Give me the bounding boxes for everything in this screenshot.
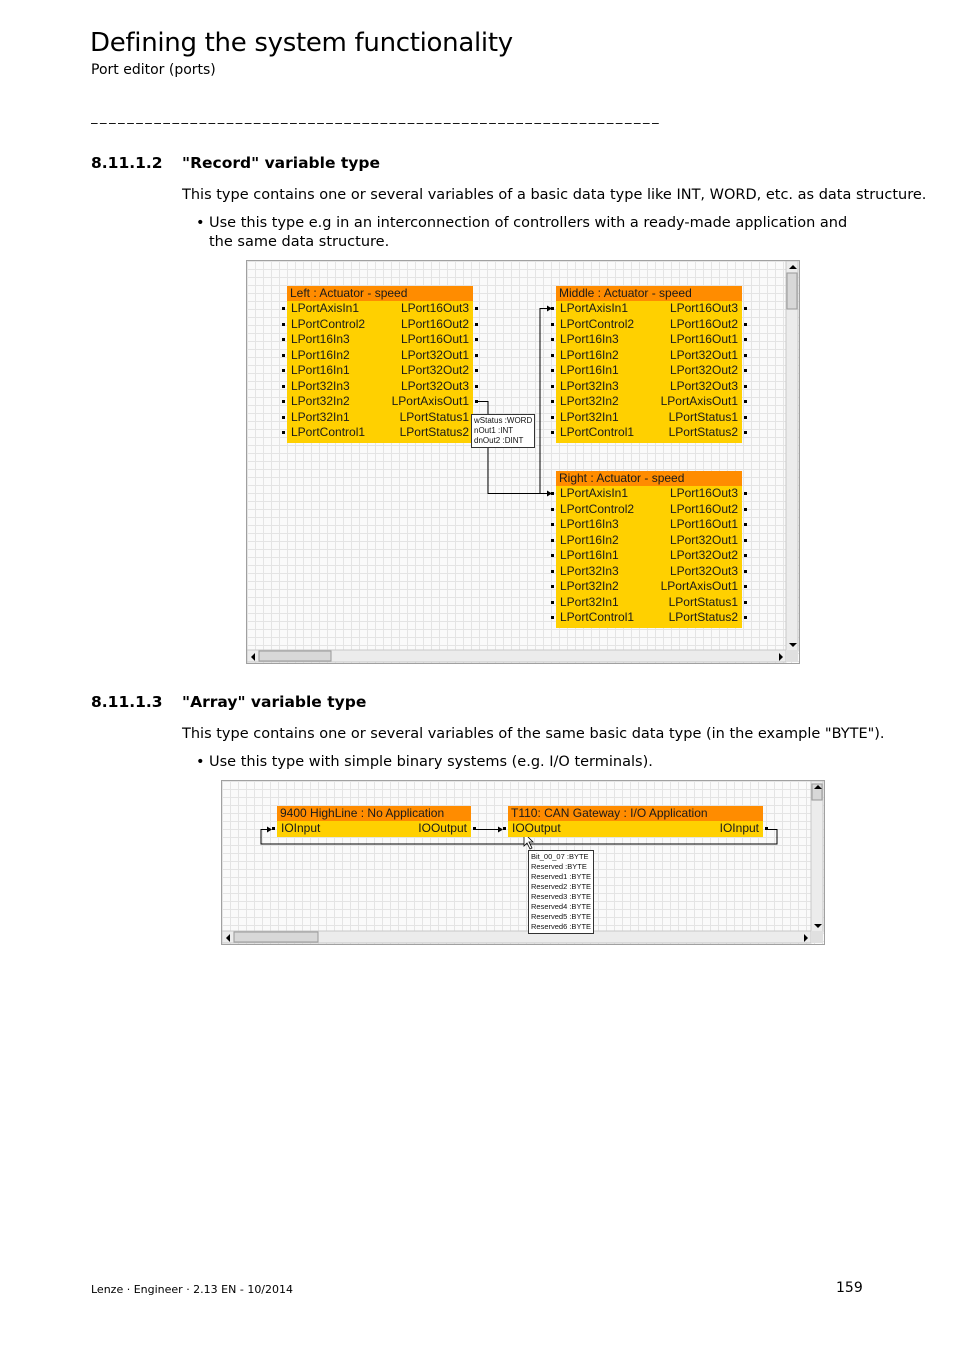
input-pin: [551, 369, 554, 372]
input-port-label: LPort32In3: [560, 563, 619, 578]
output-port-label: LPort32Out2: [400, 363, 469, 377]
output-port-label: LPort16Out2: [669, 501, 738, 516]
output-port-label: LPort16Out3: [669, 486, 738, 500]
input-pin: [551, 416, 554, 419]
input-pin: [282, 400, 285, 403]
input-port-label: LPort16In1: [291, 363, 350, 377]
connection-line: [540, 309, 551, 494]
right-port-label: IOInput: [719, 821, 759, 835]
output-pin: [744, 570, 747, 573]
output-pin: [475, 400, 478, 403]
output-port-label: LPort32Out3: [669, 563, 738, 578]
output-pin: [473, 827, 476, 830]
input-pin: [551, 323, 554, 326]
input-port-label: LPortControl2: [291, 316, 366, 331]
output-pin: [744, 354, 747, 357]
input-port-label: LPortControl1: [560, 425, 635, 439]
input-port-label: LPort16In3: [291, 332, 350, 346]
section-title: "Record" variable type: [182, 154, 380, 172]
scrollbar-corner: [811, 931, 823, 943]
input-pin: [503, 827, 506, 830]
block-title: 9400 HighLine : No Application: [277, 806, 471, 821]
footer-doc-info: Lenze · Engineer · 2.13 EN - 10/2014: [91, 1283, 294, 1296]
output-port-label: LPort16Out2: [400, 316, 469, 331]
left-port-label: IOOutput: [512, 821, 561, 835]
output-pin: [744, 554, 747, 557]
section-heading-record: [91, 154, 491, 174]
input-port-label: LPort32In1: [560, 409, 619, 424]
input-port-label: LPort32In2: [291, 394, 350, 408]
input-port-label: LPort32In2: [560, 394, 619, 408]
output-pin: [475, 323, 478, 326]
output-pin: [744, 523, 747, 526]
tooltip-line: Reserved5 :BYTE: [531, 912, 592, 921]
tooltip-line: Reserved6 :BYTE: [531, 922, 592, 931]
output-port-label: LPortAxisOut1: [391, 394, 469, 408]
array-figure: [221, 780, 825, 945]
output-pin: [744, 323, 747, 326]
output-port-label: LPort16Out3: [400, 301, 469, 315]
output-pin: [744, 385, 747, 388]
page-number: 159: [836, 1280, 863, 1296]
input-pin: [551, 338, 554, 341]
function-block: [277, 806, 471, 837]
input-pin: [282, 431, 285, 434]
output-port-label: LPort32Out2: [669, 548, 738, 562]
input-pin: [551, 431, 554, 434]
output-pin: [744, 416, 747, 419]
page-subtitle: Port editor (ports): [91, 62, 216, 78]
array-bullet-item: [196, 753, 859, 772]
output-port-label: LPort16Out2: [669, 316, 738, 331]
input-pin: [551, 523, 554, 526]
input-port-label: LPortControl1: [291, 425, 366, 439]
input-pin: [551, 307, 554, 310]
output-pin: [744, 369, 747, 372]
tooltip-line: dnOut2 :DINT: [474, 436, 524, 445]
horizontal-scroll-thumb: [259, 651, 331, 661]
input-port-label: LPort16In2: [560, 347, 619, 362]
output-port-label: LPortStatus2: [668, 425, 738, 439]
input-pin: [282, 369, 285, 372]
left-port-label: IOInput: [281, 821, 321, 835]
section-number: 8.11.1.3: [91, 693, 163, 711]
input-pin: [551, 492, 554, 495]
record-intro-text: This type contains one or several variables of a basic data type like INT, WORD, etc. as data structure.: [182, 187, 927, 203]
output-pin: [475, 354, 478, 357]
scrollbar-corner: [786, 650, 798, 662]
input-pin: [272, 827, 275, 830]
input-port-label: LPort32In1: [291, 409, 350, 424]
tooltip-line: Reserved :BYTE: [531, 862, 587, 871]
output-port-label: LPort32Out1: [669, 532, 738, 547]
input-port-label: LPort16In3: [560, 517, 619, 531]
input-port-label: LPortAxisIn1: [291, 301, 360, 315]
output-pin: [744, 616, 747, 619]
vertical-scrollbar: [786, 261, 798, 651]
input-port-label: LPort32In3: [291, 378, 350, 393]
function-block: [508, 806, 763, 837]
input-pin: [551, 554, 554, 557]
output-pin: [744, 400, 747, 403]
input-pin: [551, 601, 554, 604]
output-pin: [744, 492, 747, 495]
output-pin: [744, 508, 747, 511]
output-pin: [475, 338, 478, 341]
output-pin: [744, 338, 747, 341]
bullet-text: Use this type with simple binary systems (e.g. I/O terminals).: [209, 754, 653, 770]
input-port-label: LPort16In2: [560, 532, 619, 547]
tooltip-line: Reserved2 :BYTE: [531, 882, 592, 891]
input-port-label: LPort32In1: [560, 594, 619, 609]
input-pin: [551, 385, 554, 388]
array-intro-text: This type contains one or several variables of the same basic data type (in the example "BYTE").: [182, 726, 885, 742]
array-tooltip: [528, 850, 594, 934]
output-pin: [744, 585, 747, 588]
bullet-text: Use this type e.g in an interconnection of controllers with a ready-made application and the same data structure.: [209, 215, 848, 250]
input-port-label: LPort16In2: [291, 347, 350, 362]
output-pin: [475, 385, 478, 388]
block-title: Right : Actuator - speed: [556, 471, 742, 486]
output-port-label: LPort16Out1: [669, 517, 738, 531]
input-pin: [282, 338, 285, 341]
input-port-label: LPort16In3: [560, 332, 619, 346]
input-pin: [551, 539, 554, 542]
vertical-scroll-thumb: [787, 273, 797, 309]
bullet-marker: •: [196, 215, 205, 231]
output-port-label: LPortAxisOut1: [660, 394, 738, 408]
output-port-label: LPort32Out3: [669, 378, 738, 393]
input-port-label: LPortAxisIn1: [560, 486, 629, 500]
output-pin: [744, 601, 747, 604]
input-pin: [551, 508, 554, 511]
output-port-label: LPort32Out2: [669, 363, 738, 377]
input-pin: [551, 354, 554, 357]
input-pin: [282, 307, 285, 310]
tooltip-line: Bit_00_07 :BYTE: [531, 852, 589, 861]
tooltip-line: wStatus :WORD: [474, 416, 533, 425]
output-port-label: LPortStatus2: [668, 610, 738, 624]
input-port-label: LPortControl2: [560, 501, 635, 516]
input-pin: [282, 385, 285, 388]
output-pin: [475, 307, 478, 310]
input-pin: [282, 416, 285, 419]
output-port-label: LPort16Out1: [669, 332, 738, 346]
tooltip-line: Reserved1 :BYTE: [531, 872, 592, 881]
section-number: 8.11.1.2: [91, 154, 163, 172]
input-port-label: LPortControl2: [560, 316, 635, 331]
output-port-label: LPortAxisOut1: [660, 579, 738, 593]
right-port-label: IOOutput: [418, 821, 467, 835]
record-figure: [246, 260, 800, 664]
page-title: Defining the system functionality: [90, 28, 513, 58]
block-title: T110: CAN Gateway : I/O Application: [508, 806, 763, 821]
input-pin: [551, 400, 554, 403]
input-port-label: LPortControl1: [560, 610, 635, 624]
input-port-label: LPortAxisIn1: [560, 301, 629, 315]
input-port-label: LPort16In1: [560, 548, 619, 562]
output-pin: [744, 539, 747, 542]
function-block: [287, 286, 473, 443]
header-separator: _______________________________________________________________: [91, 110, 662, 125]
record-bullet-item: [196, 214, 859, 252]
function-block: [556, 286, 742, 443]
bullet-marker: •: [196, 754, 205, 770]
output-pin: [744, 431, 747, 434]
input-pin: [282, 354, 285, 357]
input-port-label: LPort32In3: [560, 378, 619, 393]
output-port-label: LPortStatus2: [399, 425, 469, 439]
function-block: [556, 471, 742, 628]
tooltip-line: Reserved3 :BYTE: [531, 892, 592, 901]
output-port-label: LPort32Out1: [669, 347, 738, 362]
output-pin: [765, 827, 768, 830]
tooltip-line: Reserved4 :BYTE: [531, 902, 592, 911]
record-tooltip: [471, 414, 535, 448]
output-pin: [744, 307, 747, 310]
input-port-label: LPort32In2: [560, 579, 619, 593]
block-title: Middle : Actuator - speed: [556, 286, 742, 301]
input-pin: [282, 323, 285, 326]
output-port-label: LPortStatus1: [668, 594, 738, 609]
block-title: Left : Actuator - speed: [287, 286, 473, 301]
input-pin: [551, 585, 554, 588]
output-pin: [475, 369, 478, 372]
output-port-label: LPort16Out1: [400, 332, 469, 346]
input-port-label: LPort16In1: [560, 363, 619, 377]
output-port-label: LPort32Out3: [400, 378, 469, 393]
section-heading-array: [91, 693, 491, 713]
vertical-scrollbar: [811, 781, 823, 932]
section-title: "Array" variable type: [182, 693, 367, 711]
input-pin: [551, 570, 554, 573]
output-port-label: LPortStatus1: [399, 409, 469, 424]
tooltip-line: nOut1 :INT: [474, 426, 514, 435]
output-port-label: LPort16Out3: [669, 301, 738, 315]
output-port-label: LPort32Out1: [400, 347, 469, 362]
output-port-label: LPortStatus1: [668, 409, 738, 424]
input-pin: [551, 616, 554, 619]
horizontal-scroll-thumb: [234, 932, 318, 942]
